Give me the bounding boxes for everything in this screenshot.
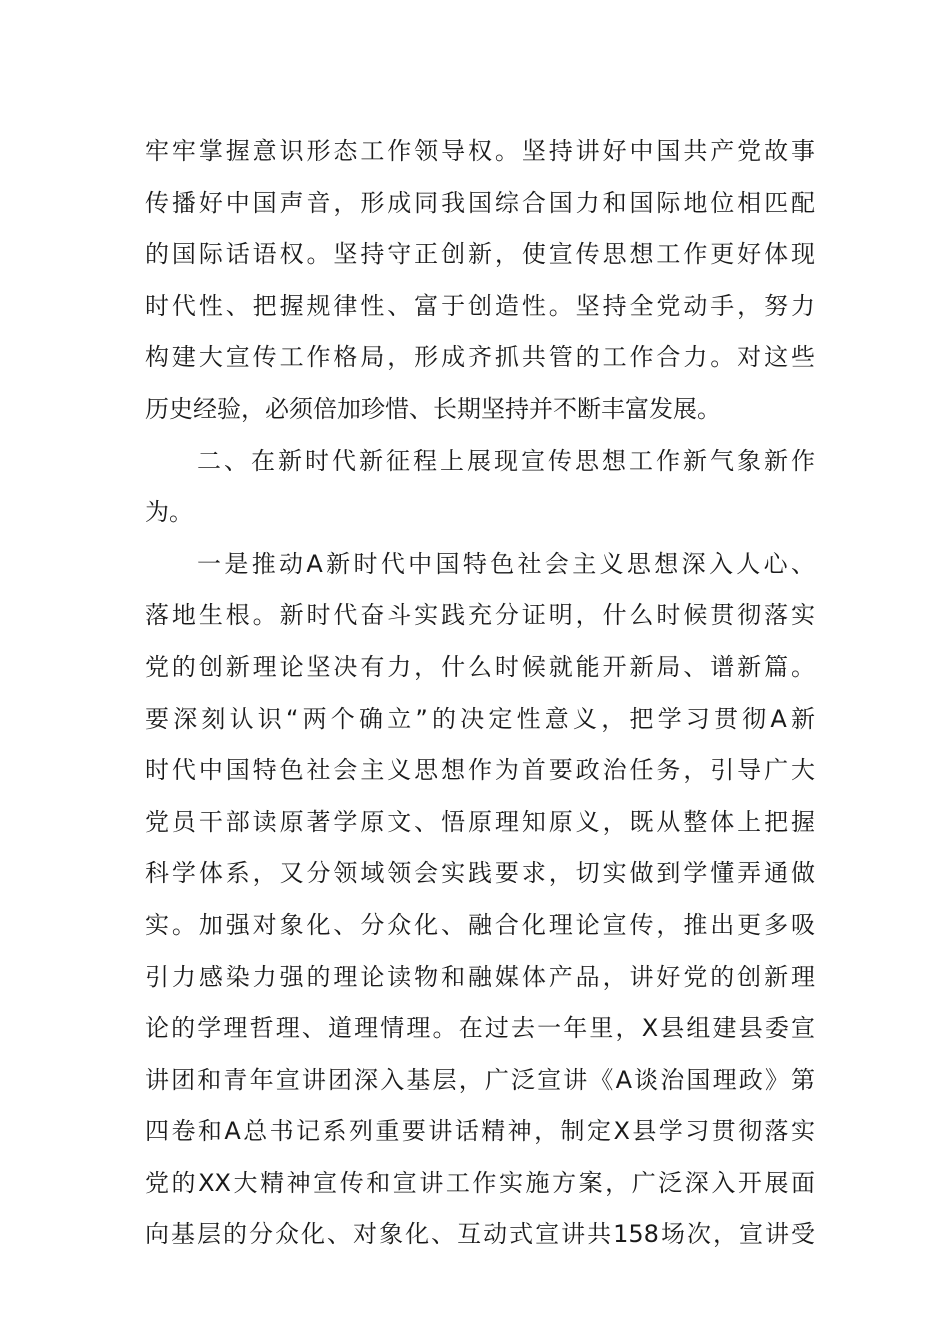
text-line: 实。加强对象化、分众化、融合化理论宣传，推出更多吸	[145, 910, 815, 939]
text-line: 向基层的分众化、对象化、互动式宣讲共158场次，宣讲受	[145, 1220, 815, 1249]
document-body	[145, 126, 815, 1261]
text-line: 党的创新理论坚决有力，什么时候就能开新局、谱新篇。	[145, 652, 815, 681]
text-line: 时代中国特色社会主义思想作为首要政治任务，引导广大	[145, 756, 815, 785]
text-line: 讲团和青年宣讲团深入基层，广泛宣讲《A谈治国理政》第	[145, 1065, 815, 1094]
text-line: 历史经验，必须倍加珍惜、长期坚持并不断丰富发展。	[145, 394, 721, 423]
text-line: 传播好中国声音，形成同我国综合国力和国际地位相匹配	[145, 188, 815, 217]
section-heading-line: 二、在新时代新征程上展现宣传思想工作新气象新作	[197, 446, 815, 475]
text-line: 一是推动A新时代中国特色社会主义思想深入人心、	[197, 549, 815, 578]
text-line: 党的XX大精神宣传和宣讲工作实施方案，广泛深入开展面	[145, 1168, 815, 1197]
section-heading-line: 为。	[145, 498, 193, 527]
text-line: 党员干部读原著学原文、悟原理知原义，既从整体上把握	[145, 807, 815, 836]
text-line: 时代性、把握规律性、富于创造性。坚持全党动手，努力	[145, 291, 815, 320]
text-line: 科学体系，又分领域领会实践要求，切实做到学懂弄通做	[145, 859, 815, 888]
text-line: 论的学理哲理、道理情理。在过去一年里，X县组建县委宣	[145, 1014, 815, 1043]
text-line: 构建大宣传工作格局，形成齐抓共管的工作合力。对这些	[145, 343, 815, 372]
text-line: 牢牢掌握意识形态工作领导权。坚持讲好中国共产党故事	[145, 137, 815, 165]
text-line: 四卷和A总书记系列重要讲话精神，制定X县学习贯彻落实	[145, 1117, 815, 1146]
text-line: 要深刻认识“两个确立”的决定性意义，把学习贯彻A新	[145, 704, 815, 733]
text-line: 的国际话语权。坚持守正创新，使宣传思想工作更好体现	[145, 240, 815, 269]
text-line: 落地生根。新时代奋斗实践充分证明，什么时候贯彻落实	[145, 601, 815, 630]
text-line: 引力感染力强的理论读物和融媒体产品，讲好党的创新理	[145, 962, 815, 991]
